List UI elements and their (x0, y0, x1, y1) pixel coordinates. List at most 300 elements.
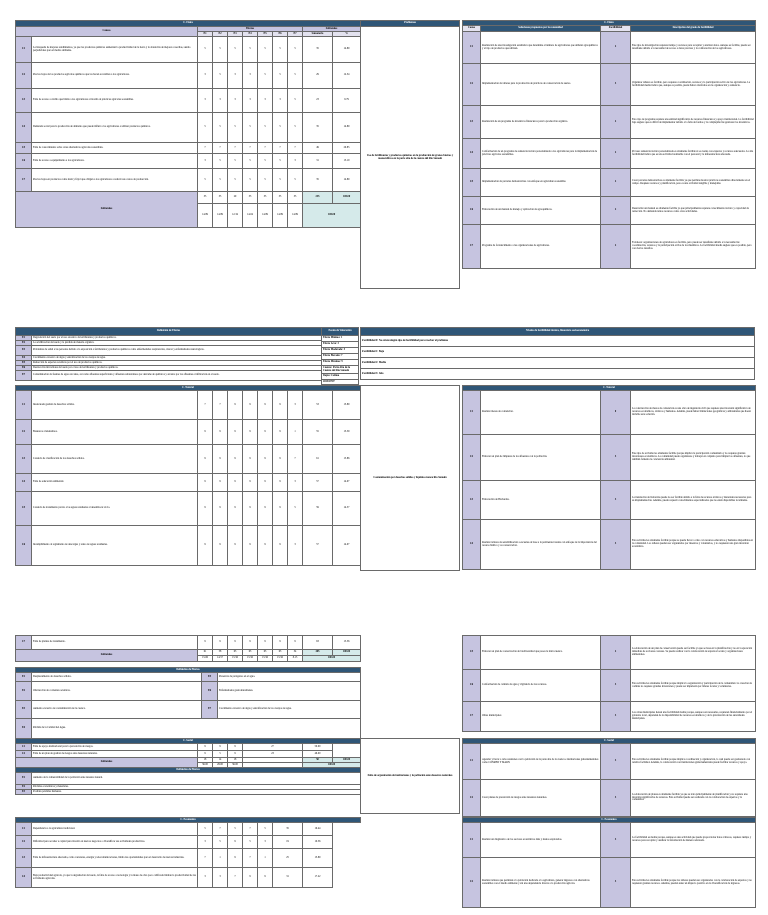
row-sum: 25 (273, 849, 303, 868)
row-pct: 10.56 (303, 836, 333, 849)
feasibility-description: Este tipo de actividad es altamente factible porque implica la participación comunitaria y no requiere grandes inversiones económicas. La comunidad puede organizarse y trabajar en conjunto para limpiar los afluentes, lo que también fomenta la conciencia ambiental. (631, 435, 756, 481)
effect-value: 9 (228, 751, 243, 758)
subtotal-pct: 14.89 (213, 204, 228, 228)
effect-column-header: E1 (198, 32, 213, 37)
subtotal-pct: 36.00 (198, 763, 213, 768)
section-title: C. Físico (16, 21, 361, 27)
row-sum: 59 (303, 492, 333, 526)
cause-row (16, 391, 361, 420)
effect-code: E4 (16, 719, 32, 739)
cause-code: C2 (16, 420, 32, 445)
subtotal-cell: 35 (258, 192, 273, 204)
solution-text: Programa de fortalecimiento a las organizaciones de agricultores. (481, 225, 601, 269)
cause-text: Inadecuada gestión de desechos sólidos. (32, 391, 198, 420)
effect-text: Aumento excesivo de contaminación de la cuenca. (32, 701, 202, 719)
cause-text: Falta de conocimiento sobre otras alternativas agrícolas sostenibles. (32, 143, 198, 154)
effect-value: 5 (288, 492, 303, 526)
solution-row (463, 858, 756, 908)
solution-code: C2 (463, 858, 481, 908)
subtotal-cell: 63 (273, 650, 288, 656)
cause-row (16, 89, 361, 113)
solution-text: Obras municipales (481, 702, 601, 732)
cause-text: Falta de acceso a equipamiento a los agricultores. (32, 154, 198, 169)
solution-row (463, 435, 756, 481)
effect-value: 3 (198, 154, 213, 169)
subtotal-pct: 8.15 (288, 656, 303, 662)
feasibility-description: La elaboración de planes es altamente factible ya que se trata principalmente de planificación y no requiere una inversión significativa de recursos. Esta actividad puede ser realizada con la colaboración de expertos y la comunidad. (631, 780, 756, 817)
natural-effects-definition-table (15, 667, 361, 739)
row-pct: 13.89 (333, 391, 361, 420)
effect-text: Problemas de salud a las personas debido a la exposición a fertilizantes y productos químicos como enfermedades respiratorias, cáncer y enfermedades neurológicas. (32, 346, 322, 356)
effect-code: E3 (16, 346, 32, 356)
effect-column-header: E3 (228, 32, 243, 37)
feasibility-value: 3 (601, 823, 631, 858)
valuation-title: Escala de Valoración (322, 328, 359, 336)
subtotal-pct: 14.89 (273, 204, 288, 228)
effect-value: 9 (213, 744, 228, 751)
solution-row (463, 823, 756, 858)
effect-value: 7 (243, 823, 258, 836)
effect-code: E6 (16, 366, 32, 371)
social-problem-table (360, 738, 460, 814)
effect-value: 9 (273, 391, 288, 420)
cause-row (16, 445, 361, 474)
cause-text: La búsqueda de mejores rendimientos, ya que los productos químicos aumentan la productividad de la tierra y la obtención de mejores cosechas, siendo perjudiciales para el medio ambiente. (32, 37, 198, 63)
effect-value: 5 (213, 37, 228, 63)
subtotal-cell: 35 (198, 192, 213, 204)
solution-text: Elaboración de Biobardas. (481, 481, 601, 520)
effect-value: 1 (288, 420, 303, 445)
feasibility-value: 3 (601, 858, 631, 908)
effect-value: 5 (213, 63, 228, 89)
effect-value: 3 (258, 89, 273, 113)
feasibility-description: Este tipo de investigación requiere tiempo y recursos para recopilar y analizar datos. Aunque es factible, puede ser desafiante debido a la necesidad de acceso a datos precisos y la colaboración de los agricultores. (631, 32, 756, 64)
subtotal-cell: 35 (213, 192, 228, 204)
row-sum: 57 (303, 526, 333, 566)
valuation-item: Depto: Colima (322, 374, 359, 380)
solution-code: C2 (463, 780, 481, 817)
effect-code: E2 (16, 341, 32, 346)
effect-value: 5 (273, 154, 288, 169)
valuation-item: Cuenca: Parte Alta de la Cuenca del Río Sumalá (322, 366, 359, 374)
subtotal-cell: 63 (258, 650, 273, 656)
feasibility-description: Esto tipo de programa requiere una entidad significativa de recursos financieros y apoyo institucional. La factibilidad baja sugiere que es difícil de implementar debido a la falta de fondos y la complejidad de gestionar los incentivos. (631, 106, 756, 139)
effect-value: 9 (213, 492, 228, 526)
solution-code: C6 (463, 197, 481, 225)
level-row (361, 347, 755, 358)
effect-column-header: E5 (258, 32, 273, 37)
feasibility-value: 3 (601, 520, 631, 570)
effect-value: 7 (273, 143, 288, 154)
cause-row (16, 37, 361, 63)
effect-code: E1 (16, 673, 32, 682)
effect-value: 9 (228, 836, 243, 849)
solution-text: Agendar y llevar a cabo reuniones con la población de la parte alta de la cuenca e instituciones gubernamentales como CONRED Y MARN (481, 744, 601, 780)
solution-row (463, 169, 756, 197)
social-def-title: Definición de Efectos (16, 768, 361, 773)
effect-value: 3 (198, 63, 213, 89)
effect-value: 5 (213, 169, 228, 192)
solution-text: Realizar mesas de contención. (481, 391, 601, 435)
subtotal-cell: 29 (228, 192, 243, 204)
effect-value: 5 (273, 63, 288, 89)
feasibility-description: Las obras municipales tienen una factibilidad media porque, aunque son necesarias, requieren financiamiento por el gobierno local, dependen de la disponibilidad de recursos económicos y de la priorización de las autoridades municipales. (631, 702, 756, 732)
row-sum: 19 (273, 836, 303, 849)
feasibility-value: 3 (601, 64, 631, 106)
effect-value: 5 (198, 169, 213, 192)
solution-text: Elaboración de un manual de manejo y aplicación de agroquímicos. (481, 197, 601, 225)
social-title: C. Social (16, 739, 361, 744)
effect-value: 5 (228, 154, 243, 169)
effect-value: 5 (228, 169, 243, 192)
economic-causes-table (15, 817, 361, 888)
effect-text: Pérdidas económicas y materiales. (32, 785, 361, 790)
solution-text: Realización de una investigación estadística que determine el número de agricultores que utilizan agroquímicos y el tipo de productos que utilizan. (481, 32, 601, 64)
social-solutions-table (462, 738, 756, 817)
effect-value: 3 (198, 868, 213, 888)
effect-value: 5 (198, 37, 213, 63)
natural-causes-cont-table (15, 635, 361, 662)
cause-text: Baja productividad agrícola, ya que la degradación del suelo, la falta de acceso a tecnología y la mano de obra poco calificada limitan la productividad de las actividades agrícolas. (32, 868, 198, 888)
effect-value: 9 (258, 420, 273, 445)
valuation-item: Efecto Mínimo: 1 (322, 336, 359, 342)
solution-code: C7 (463, 225, 481, 269)
effect-value: 1 (213, 849, 228, 868)
feasibility-description: La factibilidad es media porque, aunque es una actividad que puede proporcionar datos valiosos, requiere tiempo y recursos para recopilar y analizar la información de manera adecuada. (631, 823, 756, 858)
effect-value: 9 (288, 636, 303, 650)
feasibility-value: 3 (601, 435, 631, 481)
feasibility-value: 3 (601, 481, 631, 520)
cause-text: Precios bajos en productos como maíz y frijol que obligan a los agricultores a reducir sus costos de producción. (32, 169, 198, 192)
feasibility-description: Esta actividad es altamente factible porque los talleres pueden ser organizados con la colaboración de expertos y no requieren grandes recursos. Además, pueden tener un impacto positivo en la diversificación de ingresos. (631, 858, 756, 908)
natural-title: C. Natural (16, 386, 361, 391)
cause-text: Carencia de clasificación de los desechos sólidos. (32, 445, 198, 474)
effect-text: Presencia de patógenos en el agua. (218, 673, 361, 682)
effect-code: E7 (16, 371, 32, 381)
row-sum: 23 (243, 751, 303, 758)
solution-code: C1 (463, 32, 481, 64)
natural-problem-statement: Contaminación por desechos sólidos y líquidos cuenca Río Sumalá (361, 386, 460, 571)
cause-code: C5 (16, 143, 32, 154)
feasibility-description: Organizar talleres es factible, pero requiere coordinación, recursos y la participación activa de los agricultores. La factibilidad media indica que, aunque es posible, puede haber obstáculos en la organización y asistencia. (631, 64, 756, 106)
row-pct: 19.44 (303, 823, 333, 836)
row-sum: 35 (303, 37, 333, 63)
solution-row (463, 520, 756, 570)
effect-value: 5 (258, 823, 273, 836)
effect-value: 5 (288, 89, 303, 113)
solution-text: Conformación de un programa de asistencia técnica personalizada a los agricultores para la implementación de prácticas agrícolas sostenibles. (481, 139, 601, 169)
subtotales-label: Subtotales (16, 758, 198, 768)
effect-code: E1 (16, 773, 32, 785)
row-sum: 27 (243, 744, 303, 751)
feasibility-description: Esta actividad es altamente factible porque se puede llevar a cabo con recursos educativos y humanos disponibles en la comunidad. Los talleres pueden ser organizados por maestros y voluntarios, y no requieren una gran inversión económica. (631, 520, 756, 570)
effect-value: 5 (273, 37, 288, 63)
solution-text: Elaborar un plan de conservación de biodiversidad que posea la microcuenca. (481, 636, 601, 670)
subtotales-label: Subtotales (16, 650, 198, 662)
valuation-row (322, 380, 359, 385)
subtotal-cell: 35 (288, 192, 303, 204)
levels-title: Niveles de factibilidad técnica, financiera socioeconómica (361, 328, 755, 336)
effect-value: 9 (213, 420, 228, 445)
solution-row (463, 744, 756, 780)
subtotal-pct: 14.89 (288, 204, 303, 228)
solution-code: C2 (463, 64, 481, 106)
effect-value: 5 (243, 113, 258, 143)
effect-value: 5 (258, 154, 273, 169)
effect-code: E7 (202, 701, 218, 719)
effect-code: E5 (16, 361, 32, 366)
cause-row (16, 169, 361, 192)
row-pct: 12.34 (333, 63, 361, 89)
subtotal-pct: 15.56 (228, 656, 243, 662)
effect-value: 9 (198, 492, 213, 526)
total-sum: 235 (303, 192, 333, 204)
cause-code: C1 (16, 391, 32, 420)
feasibility-levels-table (360, 327, 755, 380)
effect-text: Degradación del suelo por el uso excesivo de fertilizantes y productos químicos. (32, 336, 322, 341)
valuation-item: Efecto Moderado: 5 (322, 348, 359, 354)
cause-row (16, 63, 361, 89)
effect-value: 3 (288, 474, 303, 492)
subtotal-cell: 18 (198, 758, 213, 763)
cause-code: C2 (16, 751, 32, 758)
feasibility-value: 2 (601, 169, 631, 197)
fisico-causes-table (15, 20, 361, 228)
row-sum: 29 (303, 63, 333, 89)
effect-value: 9 (243, 474, 258, 492)
valuation-item: Efecto Elevado: 7 (322, 354, 359, 360)
row-pct: 14.57 (333, 492, 361, 526)
feasibility-value: 3 (601, 744, 631, 780)
row-pct: 15.56 (333, 636, 361, 650)
cause-row (16, 849, 361, 868)
solution-row (463, 106, 756, 139)
solution-code: C1 (463, 823, 481, 858)
solution-code: C6 (463, 670, 481, 702)
solution-row (463, 481, 756, 520)
subtotales-header: Subtotales (303, 27, 361, 32)
feasibility-value: 2 (601, 225, 631, 269)
effect-value: 5 (273, 169, 288, 192)
effect-value: 3 (288, 154, 303, 169)
cause-text: Demanda social para la producción de alimento que puede influir a los agricultores a utilizar productos químicos. (32, 113, 198, 143)
solution-row (463, 225, 756, 269)
row-sum: 23 (303, 89, 333, 113)
solution-text: Conformación de comités de agua y vigilancia de los recursos. (481, 670, 601, 702)
effect-text: Destrucción microbiana del suelo por el uso de fertilizantes y productos químicos. (32, 366, 322, 371)
cause-row (16, 744, 361, 751)
row-pct: 46.00 (303, 751, 333, 758)
feasibility-value: 2 (601, 106, 631, 139)
row-pct: 14.07 (333, 526, 361, 566)
problem-statement: Uso de fertilizantes y productos químicos en la producción de granos básicos y monocultivos en la parte alta de la cuenca del Río Sumalá (361, 27, 460, 289)
cause-code: C1 (16, 823, 32, 836)
effect-value: 9 (243, 526, 258, 566)
effect-row (16, 371, 322, 381)
solution-code: C7 (463, 702, 481, 732)
valuation-item: 202310707 (322, 380, 359, 385)
row-sum: 31 (273, 868, 303, 888)
row-sum: 49 (303, 143, 333, 154)
natural-solutions-cont-table (462, 635, 756, 732)
effect-code: E2 (16, 785, 32, 790)
feasibility-value: 3 (601, 780, 631, 817)
subtotal-pct: 28.00 (213, 763, 228, 768)
solution-code: C4 (463, 139, 481, 169)
effect-value: 9 (198, 526, 213, 566)
feasibility-description: Fortalecer organizaciones de agricultores es factible, pero puede ser desafiante debido a la necesidad de coordinación, recursos y la participación activa de los miembros. La factibilidad media sugiere que es posible, pero con ciertos desafíos. (631, 225, 756, 269)
feasibility-description: La construcción de muros de contención es una obra de ingeniería civil que requiere una inversión significativa de recursos económicos, técnicos y humanos. Además, puede haber limitaciones geográficas y ambientales que hacen inviable esta solución. (631, 391, 756, 435)
cause-text: Falta de apoyo institucional para la prevención de riesgos. (32, 744, 198, 751)
cause-row (16, 143, 361, 154)
economic-solutions-table (462, 817, 756, 908)
effect-value: 1 (258, 849, 273, 868)
effect-column-header: E4 (243, 32, 258, 37)
effect-value: 7 (228, 868, 243, 888)
row-sum: 61 (303, 445, 333, 474)
economic-solutions-title: C. Económico (463, 818, 756, 823)
effect-value: 5 (243, 154, 258, 169)
solution-row (463, 391, 756, 435)
cause-code: C6 (16, 526, 32, 566)
feasibility-value: 0 (601, 391, 631, 435)
social-causes-table (15, 738, 361, 795)
effect-value: 9 (243, 445, 258, 474)
solution-text: Crear planes de prevención de riesgos ante desastres naturales. (481, 780, 601, 817)
feasibility-description: Proveer asistencia técnica personalizada es altamente factible si se cuenta con expertos y recursos adecuados. La alta factibilidad indica que es una actividad realizable con el personal y la infraestructura adecuada. (631, 139, 756, 169)
effect-value: 5 (198, 823, 213, 836)
effect-value: 5 (288, 37, 303, 63)
effect-code: E2 (16, 682, 32, 701)
cause-code: C2 (16, 836, 32, 849)
feasibility-description: Desarrollar un manual es altamente factible ya que principalmente requiere conocimiento técnico y capacidad de redacción. No demanda tantos recursos como otras actividades. (631, 197, 756, 225)
effect-code: E5 (202, 673, 218, 682)
effect-value: 5 (243, 836, 258, 849)
feasibility-value: 3 (601, 670, 631, 702)
effect-code: E1 (16, 336, 32, 341)
effect-value: 7 (228, 143, 243, 154)
cause-row (16, 474, 361, 492)
solution-row (463, 780, 756, 817)
effect-value: 9 (258, 868, 273, 888)
effect-value: 9 (243, 868, 258, 888)
causa-header: Causa (463, 26, 481, 32)
cause-row (16, 526, 361, 566)
effect-value: 5 (273, 113, 288, 143)
effect-code: E6 (202, 682, 218, 701)
cause-row (16, 868, 361, 888)
effect-value: 9 (258, 391, 273, 420)
solution-code: C5 (463, 636, 481, 670)
effect-value: 9 (258, 636, 273, 650)
cause-text: Falta de un plan de gestión de riesgos ante desastres naturales. (32, 751, 198, 758)
cause-code: C2 (16, 63, 32, 89)
row-sum: 55 (303, 420, 333, 445)
effect-value: 9 (243, 636, 258, 650)
feasibility-level: Factibilidad 3: Alta (361, 369, 755, 380)
cause-code: C5 (16, 492, 32, 526)
effect-column-header: E7 (288, 32, 303, 37)
solution-text: Realizar talleres de sensibilización a escuelas en base a la pertinente/carente con enfoque de la importancia del recurso hídrico y su conservación. (481, 520, 601, 570)
effects-definition-table (15, 327, 322, 381)
effect-value: 5 (288, 113, 303, 143)
cause-code: C6 (16, 154, 32, 169)
cause-row (16, 154, 361, 169)
total-pct: 100.00 (333, 192, 361, 204)
natural-solutions-table (462, 385, 756, 570)
effect-value: 9 (258, 526, 273, 566)
row-sum: 63 (303, 636, 333, 650)
cause-row (16, 751, 361, 758)
solution-code: C1 (463, 744, 481, 780)
row-sum: 31 (303, 154, 333, 169)
effect-value: 7 (243, 849, 258, 868)
total-pct: 100.00 (333, 758, 361, 763)
row-pct: 13.89 (303, 849, 333, 868)
effect-text: Obstrucción de corrientes acuáticas. (32, 682, 202, 701)
cause-code: C1 (16, 37, 32, 63)
effect-column-header: E6 (273, 32, 288, 37)
causas-header: Causas (16, 27, 198, 37)
valuation-item: Efecto Leve: 3 (322, 342, 359, 348)
effect-value: 7 (213, 823, 228, 836)
problemas-header: Problemas (361, 21, 460, 27)
cause-text: Dependencia a la agricultura tradicional. (32, 823, 198, 836)
effect-value: 9 (228, 391, 243, 420)
effect-value: 9 (273, 526, 288, 566)
effect-value: 9 (198, 445, 213, 474)
subtotal-pct: 15.56 (243, 656, 258, 662)
cause-text: Falta de infraestructura adecuada, como carreteras, energía y telecomunicaciones, limita las oportunidades para el desarrollo de nuevas industrias. (32, 849, 198, 868)
subtotal-pct-total: 100.00 (303, 656, 361, 662)
effect-value: 5 (228, 823, 243, 836)
subtotal-cell: 34 (288, 650, 303, 656)
subtotal-pct: 36.00 (228, 763, 243, 768)
solution-text: Realización de un programa de incentivos financieros para la producción orgánica. (481, 106, 601, 139)
row-sum: 35 (303, 169, 333, 192)
effect-value: 3 (213, 868, 228, 888)
effect-value: 9 (228, 492, 243, 526)
effect-value: 9 (198, 744, 213, 751)
cause-text: Falta de acceso a crédito que limita a los agricultores a invertir en prácticas agrícolas sostenibles. (32, 89, 198, 113)
effect-text: Crecimiento excesivo de algas y eutrofización de los cuerpos de agua. (32, 356, 322, 361)
effect-value: 9 (273, 636, 288, 650)
solution-row (463, 139, 756, 169)
subtotal-cell: 63 (243, 650, 258, 656)
effect-value: 9 (228, 744, 243, 751)
row-pct: 13.19 (333, 154, 361, 169)
effect-value: 3 (258, 836, 273, 849)
effect-value: 5 (228, 37, 243, 63)
row-pct: 20.85 (333, 143, 361, 154)
effect-value: 9 (228, 849, 243, 868)
effect-value: 7 (243, 143, 258, 154)
effect-value: 7 (288, 445, 303, 474)
definicion-efectos-title: Definición de Efectos (16, 668, 361, 673)
fisico-problem-table (360, 20, 460, 289)
level-row (361, 369, 755, 380)
effect-value: 9 (228, 445, 243, 474)
feasibility-value: 3 (601, 702, 631, 732)
social-problem-statement: Falta de organización de instituciones y la población ante desastres naturales (361, 739, 460, 814)
feasibility-description: Esta actividad es altamente factible porque implica la organización y participación de la comunidad. La creación de comités no requiere grandes inversiones y puede ser impulsada por líderes locales y voluntarios. (631, 670, 756, 702)
fisico-solutions-table (462, 20, 756, 269)
cause-row (16, 636, 361, 650)
feasibility-description: Crear parcelas demostrativas es altamente factible ya que permite mostrar prácticas sostenibles directamente en el campo. Requiere recursos y planificación, pero es una actividad tangible y manejable. (631, 169, 756, 197)
solution-code: C3 (463, 481, 481, 520)
effect-value: 5 (258, 113, 273, 143)
cause-row (16, 113, 361, 143)
